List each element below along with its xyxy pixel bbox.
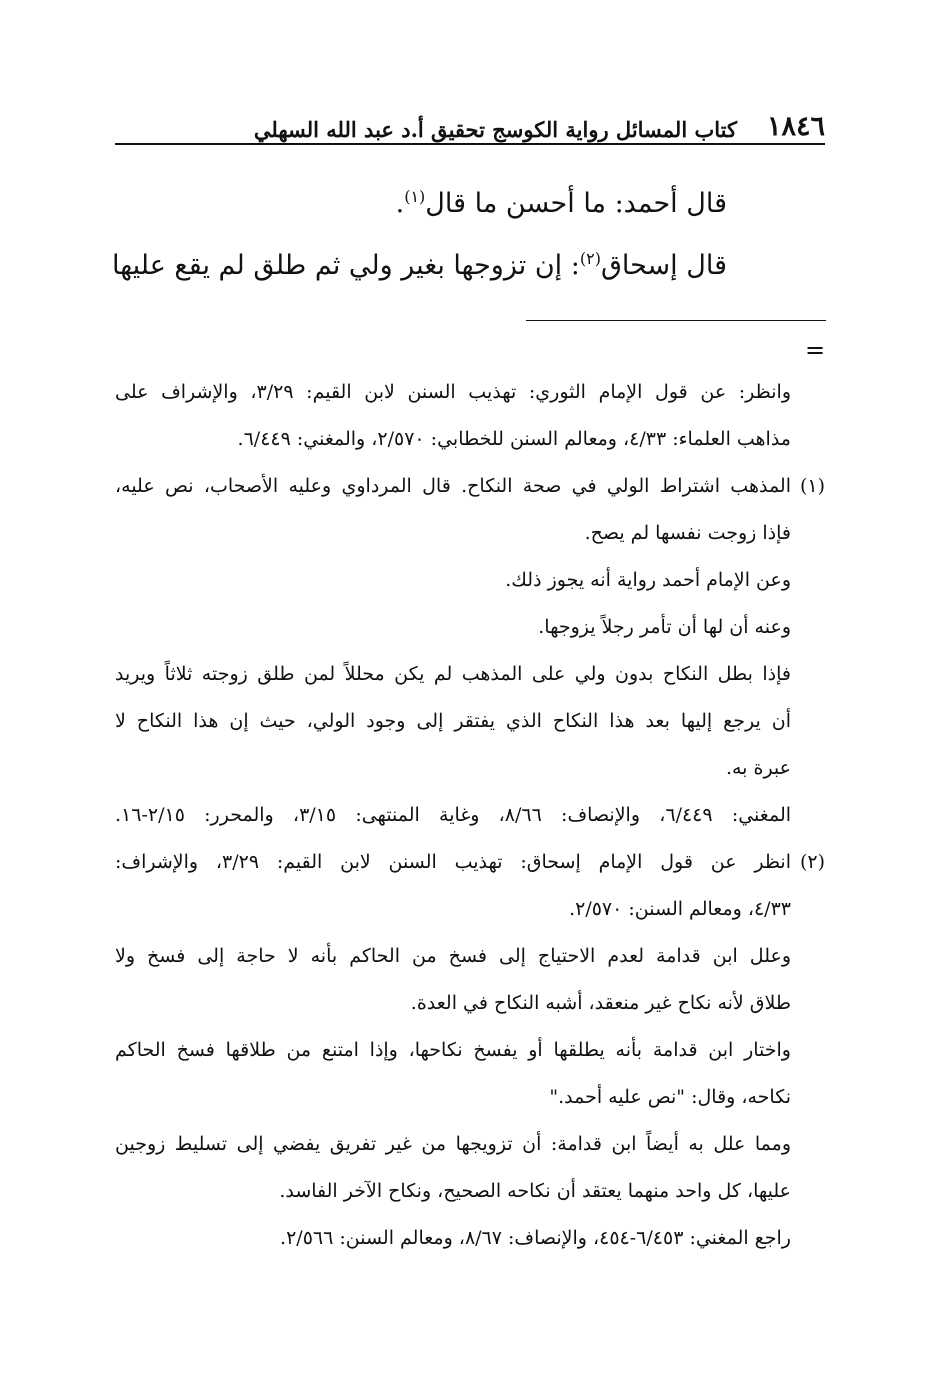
running-title: كتاب المسائل رواية الكوسج تحقيق أ.د عبد الله السهلي xyxy=(253,117,737,142)
footnote-2-line: ٤/٣٣، ومعالم السنن: ٢/٥٧٠. xyxy=(569,898,791,920)
footnote-ref-2: (٢) xyxy=(579,249,601,268)
footnote-separator xyxy=(526,320,826,321)
header-rule xyxy=(115,143,825,145)
footnote-2-line: ومما علل به أيضاً ابن قدامة: أن تزويجها من غير تفريق يفضي إلى تسليط زوجين xyxy=(115,1133,791,1155)
main-line-1 xyxy=(115,176,727,238)
footnote-1-line: فإذا زوجت نفسها لم يصح. xyxy=(584,522,791,544)
main-text xyxy=(111,176,727,300)
main-line-2 xyxy=(111,238,727,300)
page-number: ١٨٤٦ xyxy=(766,111,825,142)
footnote-1-line: أن يرجع إليها بعد هذا النكاح الذي يفتقر إلى وجود الولي، حيث إن هذا النكاح لا xyxy=(115,710,791,732)
footnote-1-line: فإذا بطل النكاح بدون ولي على المذهب لم يكن محللاً لمن طلق زوجته ثلاثاً ويريد xyxy=(115,663,791,685)
footnote-2-line: طلاق لأنه نكاح غير منعقد، أشبه النكاح في العدة. xyxy=(410,992,791,1014)
footnote-1-line: المذهب اشتراط الولي في صحة النكاح. قال المرداوي وعليه الأصحاب، نص عليه، xyxy=(115,475,791,497)
footnote-2-number: (٢) xyxy=(799,851,825,873)
main-line-1-end: . xyxy=(395,188,405,219)
page-header xyxy=(115,98,825,140)
footnote-1-first-line xyxy=(115,466,825,513)
footnote-1-number: (١) xyxy=(799,475,825,497)
footnotes xyxy=(115,372,825,1265)
footnote-2-line: نكاحه، وقال: "نص عليه أحمد." xyxy=(549,1086,791,1108)
continuation-mark: = xyxy=(805,336,826,364)
footnote-2-first-line xyxy=(115,842,825,889)
footnote-ref-1: (١) xyxy=(404,187,426,206)
footnote-1-line: وعنه أن لها أن تأمر رجلاً يزوجها. xyxy=(538,616,791,638)
footnote-2-line: واختار ابن قدامة بأنه يطلقها أو يفسخ نكاحها، وإذا امتنع من طلاقها فسخ الحاكم xyxy=(115,1039,791,1061)
footnote-1-sources: المغني: ٦/٤٤٩، والإنصاف: ٨/٦٦، وغاية المنتهى: ٣/١٥، والمحرر: ٢/١٥-١٦. xyxy=(115,804,792,826)
footnote-2-line: انظر عن قول الإمام إسحاق: تهذيب السنن لابن القيم: ٣/٢٩، والإشراف: xyxy=(115,851,791,873)
main-line-1-text: قال أحمد: ما أحسن ما قال xyxy=(425,188,727,219)
main-line-2-text-b: : إن تزوجها بغير ولي ثم طلق لم يقع عليها xyxy=(111,250,580,281)
note-continued-line: مذاهب العلماء: ٤/٣٣، ومعالم السنن للخطابي: ٢/٥٧٠، والمغني: ٦/٤٤٩. xyxy=(237,428,791,450)
note-continued-line: وانظر: عن قول الإمام الثوري: تهذيب السنن لابن القيم: ٣/٢٩، والإشراف على xyxy=(115,381,791,403)
footnote-2-sources: راجع المغني: ٦/٤٥٣-٤٥٤، والإنصاف: ٨/٦٧، ومعالم السنن: ٢/٥٦٦. xyxy=(280,1227,791,1249)
footnote-2-line: وعلل ابن قدامة لعدم الاحتياج إلى فسخ من الحاكم بأنه لا حاجة إلى فسخ ولا xyxy=(115,945,791,967)
footnote-2-line: عليها، كل واحد منهما يعتقد أن نكاحه الصحيح، ونكاح الآخر الفاسد. xyxy=(279,1180,791,1202)
main-line-2-text-a: قال إسحاق xyxy=(600,250,727,281)
footnote-1-line: عبرة به. xyxy=(725,757,791,779)
footnote-1-line: وعن الإمام أحمد رواية أنه يجوز ذلك. xyxy=(505,569,791,591)
